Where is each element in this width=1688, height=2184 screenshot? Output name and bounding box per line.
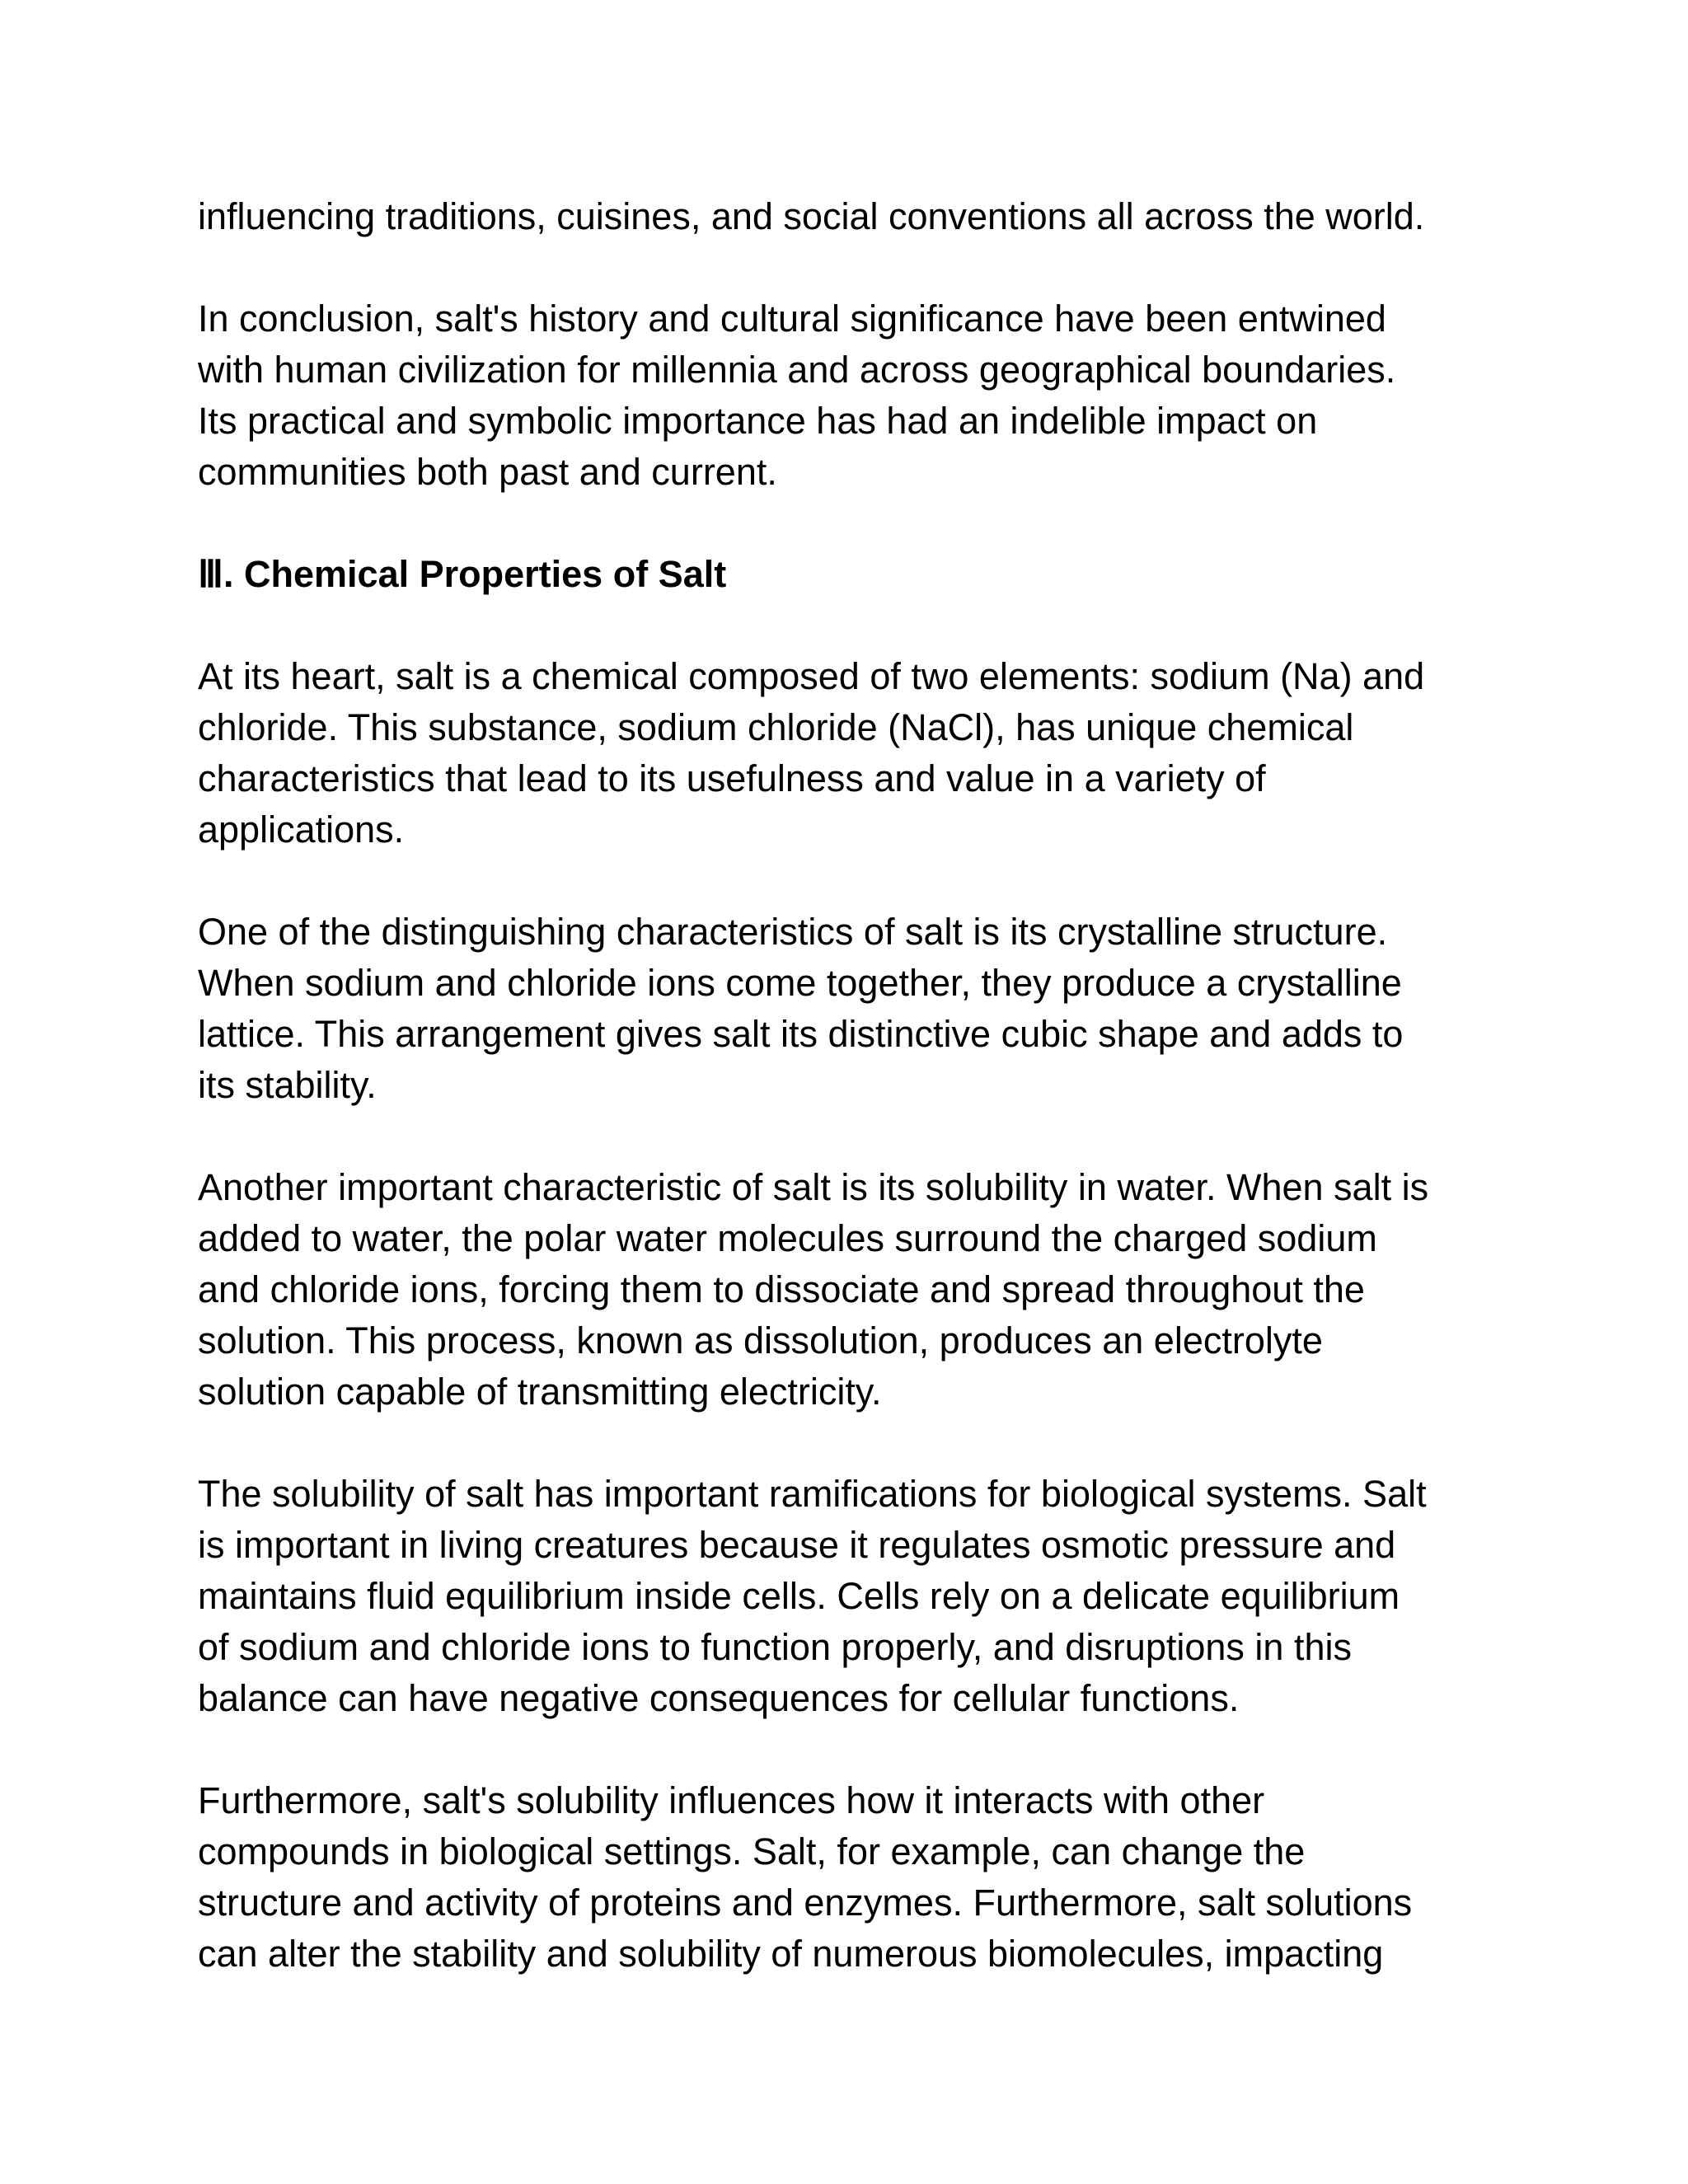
paragraph-continuation: influencing traditions, cuisines, and social conventions all across the world. [198, 195, 1425, 237]
paragraph-biological-systems: The solubility of salt has important ramifications for biological systems. Salt is important in living creatures because it regulates osmotic pressure and maintains fluid equilibrium inside cells. Cells rely on a delicate equilibrium of sodium and chloride ions to function properly, and disruptions in this balance can have negative consequences for cellular functions. [198, 1473, 1427, 1719]
paragraph-compound-interactions: Furthermore, salt's solubility influences how it interacts with other compounds in biological settings. Salt, for example, can change the structure and activity of proteins and enzymes. Furthermore, salt solutions can alter the stability and solubility of numerous biomolecules, impacting [198, 1779, 1413, 1975]
document-body [198, 191, 1517, 2031]
paragraph-solubility: Another important characteristic of salt is its solubility in water. When salt is added to water, the polar water molecules surround the charged sodium and chloride ions, forcing them to dissociate and spread throughout the solution. This process, known as dissolution, produces an electrolyte solution capable of transmitting electricity. [198, 1166, 1429, 1413]
paragraph-conclusion: In conclusion, salt's history and cultural significance have been entwined with human civilization for millennia and across geographical boundaries. Its practical and symbolic importance has had an indelible impact on communities both past and current. [198, 298, 1396, 493]
paragraph-composition: At its heart, salt is a chemical composed of two elements: sodium (Na) and chloride. This substance, sodium chloride (NaCl), has unique chemical characteristics that lead to its usefulness and value in a variety of applications. [198, 655, 1425, 851]
paragraph-crystalline-structure: One of the distinguishing characteristics of salt is its crystalline structure. When sodium and chloride ions come together, they produce a crystalline lattice. This arrangement gives salt its distinctive cubic shape and adds to its stability. [198, 911, 1404, 1106]
section-heading: Ⅲ. Chemical Properties of Salt [198, 553, 727, 595]
